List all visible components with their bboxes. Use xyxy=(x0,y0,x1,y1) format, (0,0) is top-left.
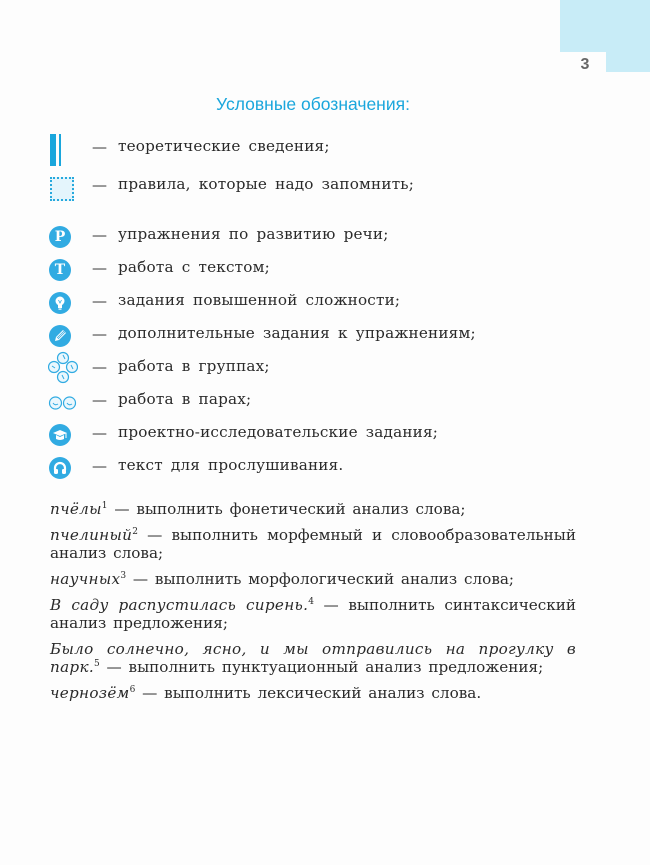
lightbulb-icon xyxy=(48,290,78,316)
legend-item-speech xyxy=(48,224,389,250)
legend-label: текст для прослушивания. xyxy=(118,456,344,474)
footnote-number: 5 xyxy=(93,659,100,669)
legend-dash: — xyxy=(92,391,107,409)
letter-t-icon: Т xyxy=(48,257,78,283)
legend-label: работа в парах; xyxy=(118,390,252,408)
graduation-cap-icon xyxy=(48,422,78,448)
legend-dash: — xyxy=(92,292,107,310)
analysis-item-syntactic xyxy=(50,596,576,632)
analysis-description: — выполнить фонетический анализ слова; xyxy=(107,500,466,518)
legend-dash: — xyxy=(92,259,107,277)
legend-dash: — xyxy=(92,325,107,343)
analysis-item-morphemic xyxy=(50,526,576,562)
example-word: пчелиный xyxy=(50,526,133,544)
legend-item-rules xyxy=(48,174,415,200)
footnote-number: 1 xyxy=(101,501,108,511)
analysis-item-punctuation xyxy=(50,640,576,676)
legend-label: работа с текстом; xyxy=(118,258,270,276)
example-word: чернозём xyxy=(50,684,130,702)
legend-dash: — xyxy=(92,176,107,194)
letter-p-icon: Р xyxy=(48,224,78,250)
analysis-item-morphological xyxy=(50,570,576,588)
headphones-icon xyxy=(48,455,78,481)
legend-item-group-work xyxy=(48,356,270,382)
legend-item-extra-tasks xyxy=(48,323,476,349)
footnote-number: 3 xyxy=(120,571,127,581)
legend-dash: — xyxy=(92,358,107,376)
analysis-list xyxy=(50,500,576,710)
page-number: 3 xyxy=(580,56,590,73)
analysis-description: — выполнить лексический анализ слова. xyxy=(135,684,482,702)
page-corner-tab-extension xyxy=(606,0,650,72)
pair-icon xyxy=(48,389,78,415)
footnote-number: 2 xyxy=(132,527,138,537)
legend-dash: — xyxy=(92,138,107,156)
legend-item-projects xyxy=(48,422,439,448)
analysis-description: — выполнить морфологический анализ слова; xyxy=(126,570,515,588)
example-sentence: Было солнечно, ясно, и мы отправились на прогулку в парк. xyxy=(50,640,576,676)
legend-label: проектно-исследовательские задания; xyxy=(118,423,439,441)
legend-label: работа в группах; xyxy=(118,357,270,375)
example-word: пчёлы xyxy=(50,500,102,518)
analysis-description: — выполнить пунктуационный анализ предложения; xyxy=(99,658,544,676)
footnote-number: 6 xyxy=(129,685,136,695)
legend-item-theory xyxy=(48,136,330,162)
legend-dash: — xyxy=(92,457,107,475)
legend-item-pair-work xyxy=(48,389,252,415)
group-icon xyxy=(48,356,78,382)
legend-label: упражнения по развитию речи; xyxy=(118,225,389,243)
legend-dash: — xyxy=(92,424,107,442)
analysis-description: — выполнить синтаксический анализ предложения; xyxy=(50,596,576,632)
legend-dash: — xyxy=(92,226,107,244)
legend-item-listening xyxy=(48,455,344,481)
analysis-item-phonetic xyxy=(50,500,576,518)
legend-item-text-work xyxy=(48,257,270,283)
legend-title: Условные обозначения: xyxy=(216,94,410,114)
double-bar-icon xyxy=(48,136,78,162)
legend-label: правила, которые надо запомнить; xyxy=(118,175,415,193)
legend-item-advanced xyxy=(48,290,401,316)
analysis-item-lexical xyxy=(50,684,576,702)
pencil-icon xyxy=(48,323,78,349)
dotted-box-icon xyxy=(48,174,78,200)
legend-label: дополнительные задания к упражнениям; xyxy=(118,324,476,342)
footnote-number: 4 xyxy=(308,597,314,607)
legend-label: задания повышенной сложности; xyxy=(118,291,401,309)
analysis-description: — выполнить морфемный и словообразовательный анализ слова; xyxy=(50,526,576,562)
example-sentence: В саду распустилась сирень. xyxy=(50,596,309,614)
example-word: научных xyxy=(50,570,121,588)
legend-label: теоретические сведения; xyxy=(118,137,330,155)
